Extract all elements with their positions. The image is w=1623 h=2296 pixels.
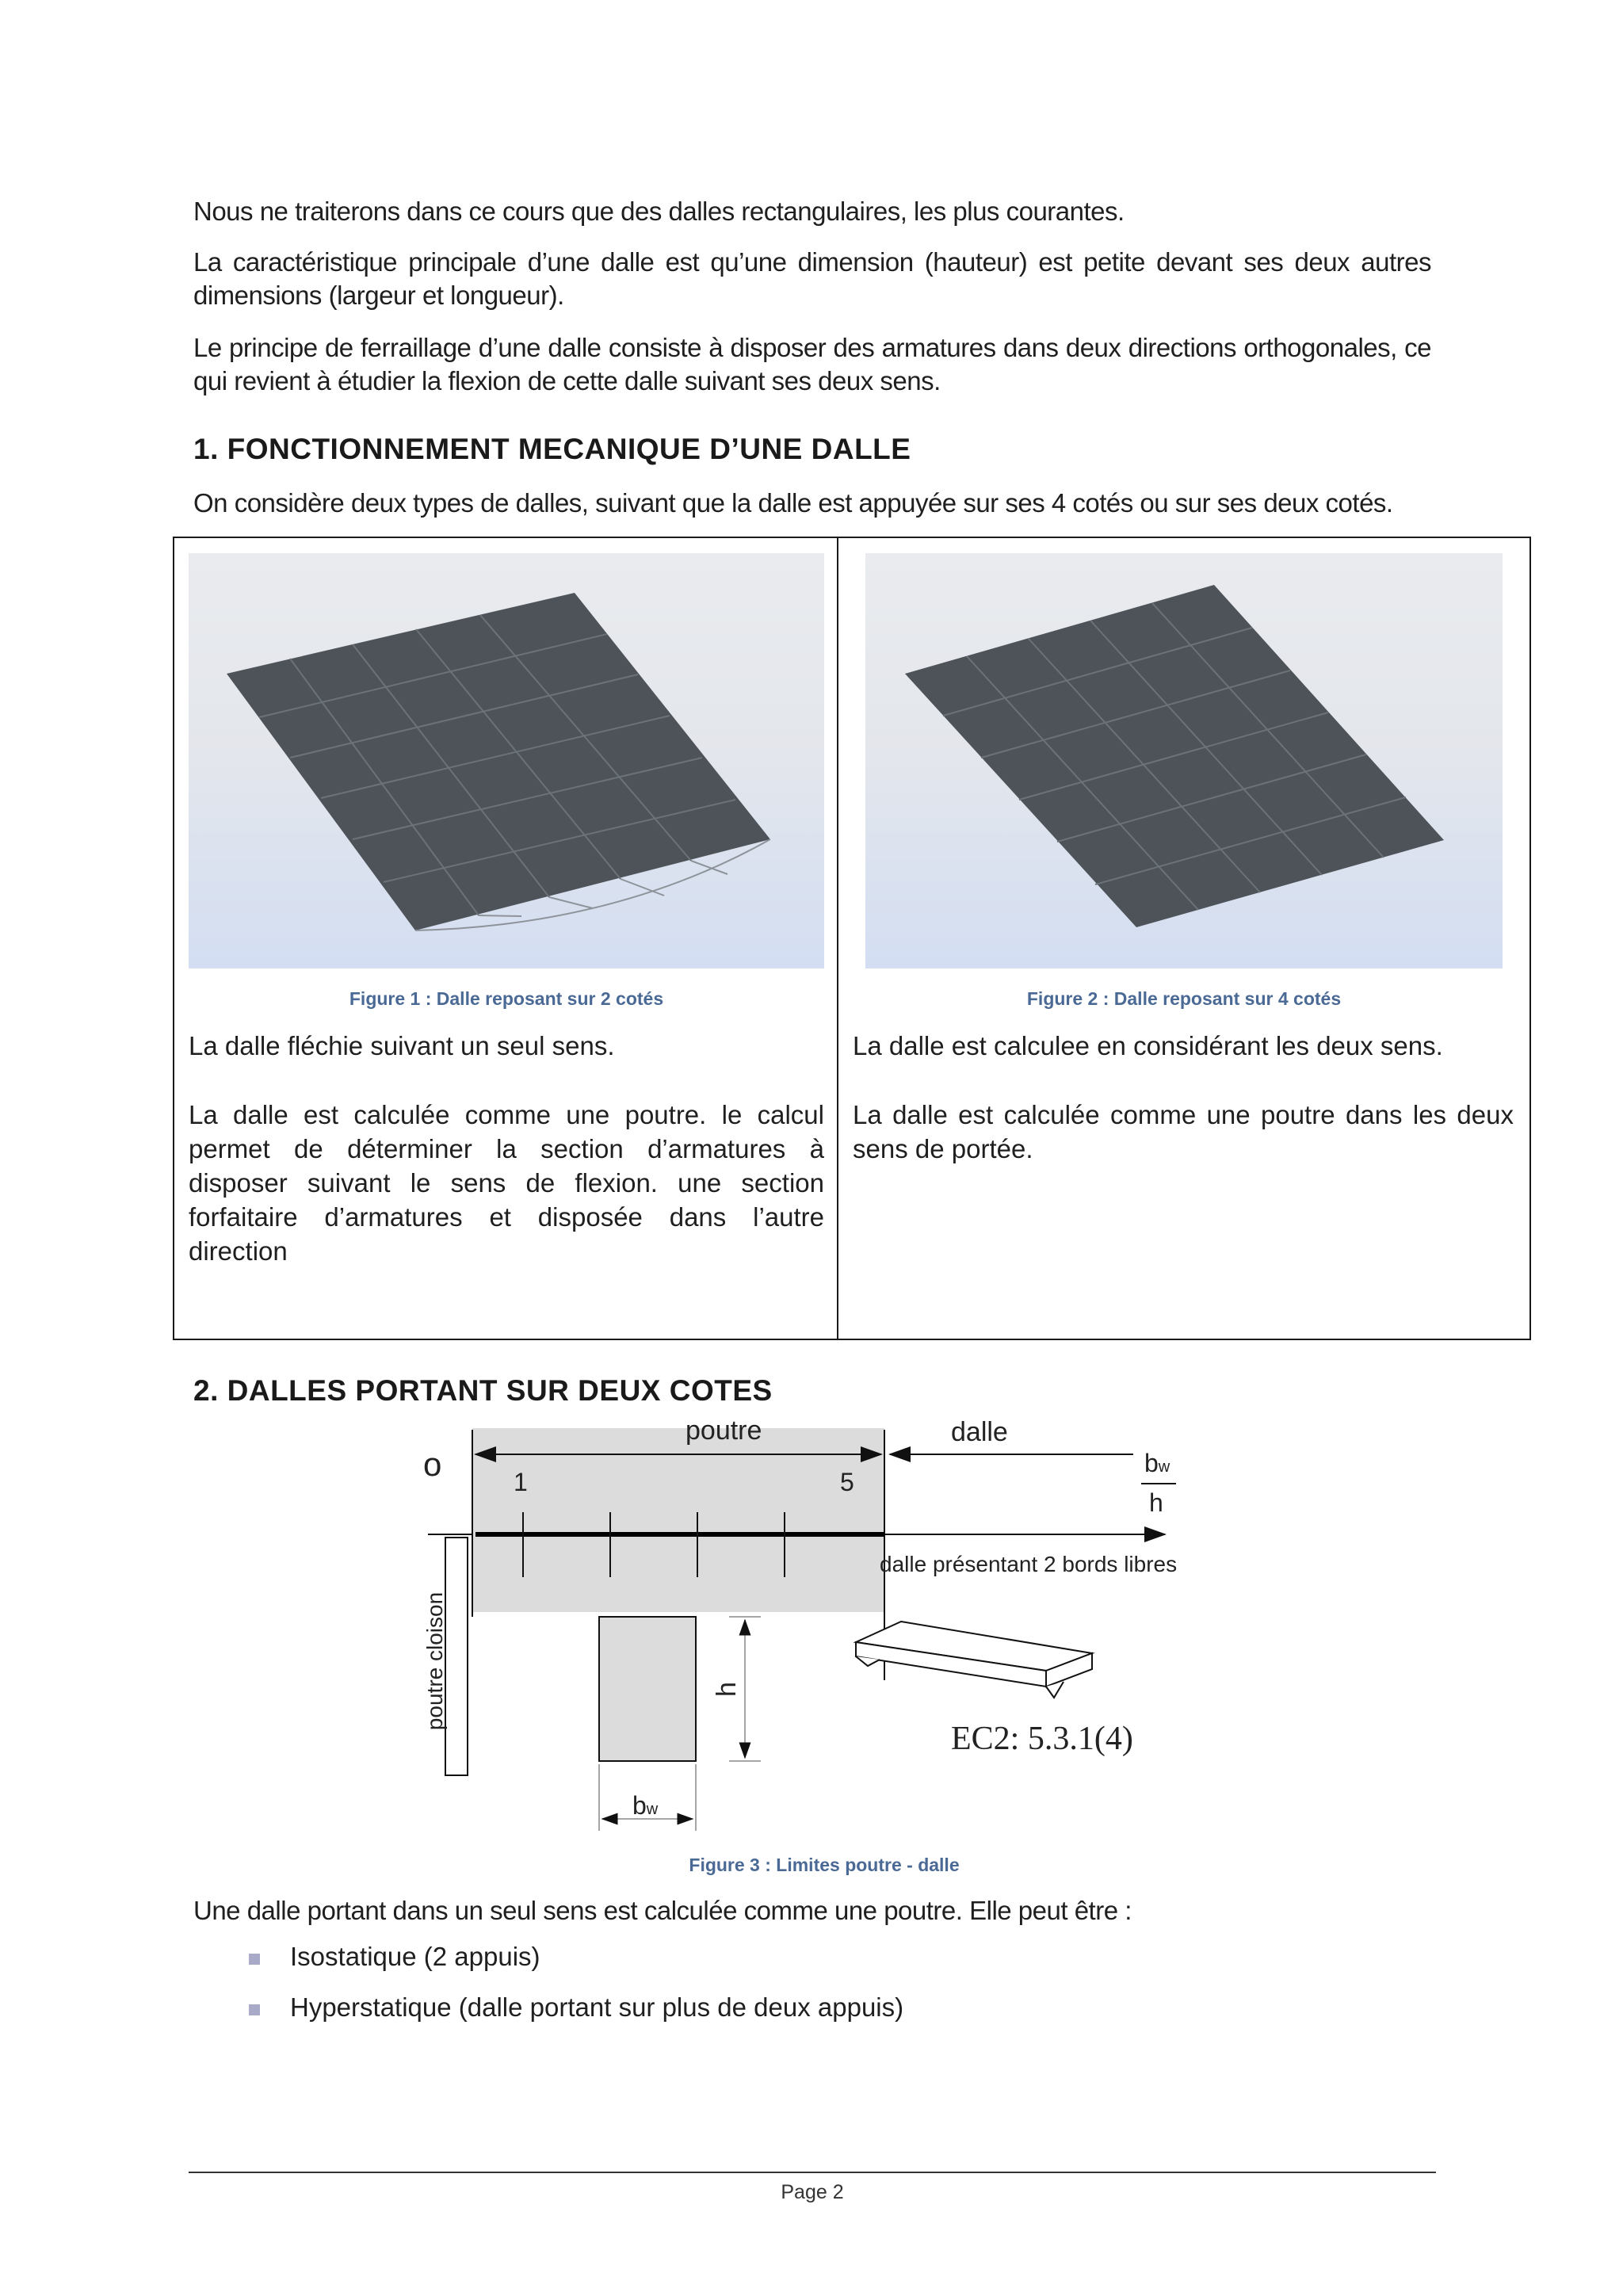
label-poutre: poutre [685,1415,762,1446]
section-1-heading: 1. FONCTIONNEMENT MECANIQUE D’UNE DALLE [193,433,911,465]
table-divider [837,537,838,1340]
figure-3-caption: Figure 3 : Limites poutre - dalle [689,1855,960,1875]
left-cell-line-1: La dalle fléchie suivant un seul sens. [189,1031,615,1060]
section-2-heading: 2. DALLES PORTANT SUR DEUX COTES [193,1374,773,1407]
intro-paragraph-3: Le principe de ferraillage d’une dalle consiste à disposer des armatures dans deux directions orthogonales, ce qui revient à étudier la flexion de cette dalle suivant ses deux sens. [193,333,1431,395]
label-1: 1 [514,1468,528,1496]
bullet-marker-1 [249,1954,260,1965]
label-ec2: EC2: 5.3.1(4) [951,1721,1133,1757]
label-h-dimension: h [711,1682,742,1697]
footer-rule [189,2172,1436,2173]
section-1-intro: On considère deux types de dalles, suivant que la dalle est appuyée sur ses 4 cotés ou sur ses deux cotés. [193,488,1393,518]
bullet-marker-2 [249,2004,260,2015]
label-bords-libres: dalle présentant 2 bords libres [880,1552,1178,1576]
right-cell-line-1: La dalle est calculee en considérant les deux sens. [853,1031,1443,1060]
label-o: o [423,1446,442,1483]
figure-1-image [189,553,824,968]
figure-2-caption: Figure 2 : Dalle reposant sur 4 cotés [1026,988,1342,1009]
intro-paragraph-1: Nous ne traiterons dans ce cours que des dalles rectangulaires, les plus courantes. [193,197,1125,226]
figure-2-image [865,553,1503,968]
label-bw-dimension: bw [632,1791,659,1820]
label-poutre-cloison: poutre cloison [422,1591,447,1731]
page-number: Page 2 [781,2181,844,2203]
label-bw: bw [1144,1449,1170,1477]
left-cell-line-2: La dalle est calculée comme une poutre. le calcul permet de déterminer la section d’armatures à disposer suivant le sens de flexion. une section forfaitaire d’armatures et disposée dans l’autre direction [189,1100,824,1266]
figure-1-caption: Figure 1 : Dalle reposant sur 2 cotés [349,988,664,1009]
label-5: 5 [840,1468,854,1496]
bullet-item-2: Hyperstatique (dalle portant sur plus de deux appuis) [290,1992,904,2022]
label-dalle: dalle [951,1417,1008,1447]
intro-paragraph-2: La caractéristique principale d’une dalle est qu’une dimension (hauteur) est petite devant ses deux autres dimensions (largeur et longueur). [193,247,1431,310]
section-2-text: Une dalle portant dans un seul sens est calculée comme une poutre. Elle peut être : [193,1896,1132,1925]
right-cell-line-2: La dalle est calculée comme une poutre dans les deux sens de portée. [853,1100,1514,1163]
figure-3-diagram [412,1415,1236,1847]
label-h: h [1149,1488,1163,1517]
bullet-item-1: Isostatique (2 appuis) [290,1942,540,1971]
